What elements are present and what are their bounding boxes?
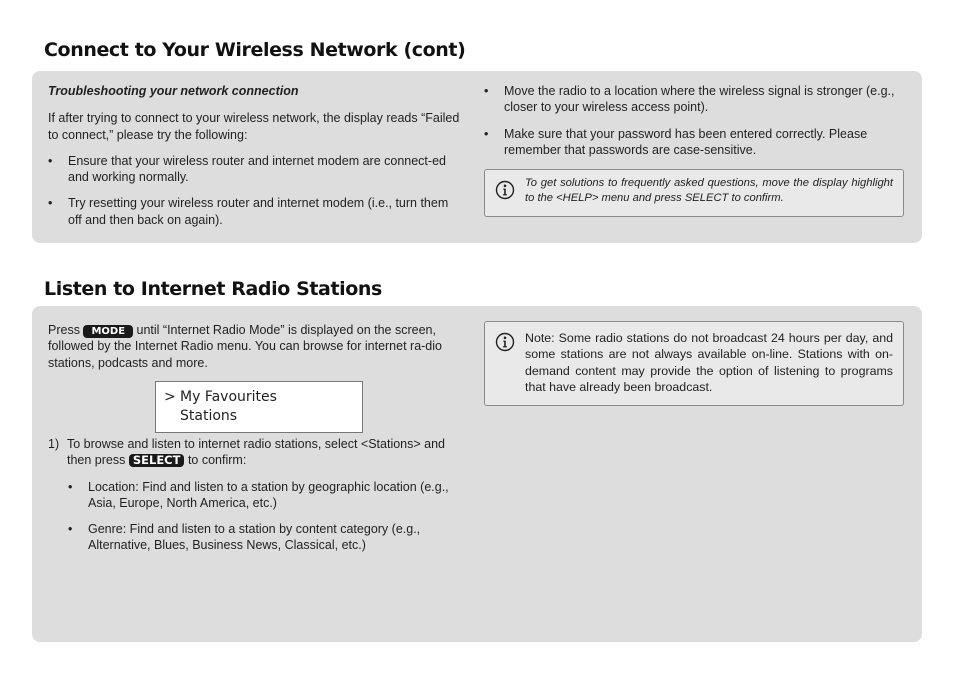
bullet-glyph: • [484, 84, 489, 98]
troubleshooting-subtitle: Troubleshooting your network connection [48, 84, 299, 98]
select-button-icon: SELECT [129, 454, 185, 467]
troubleshooting-intro: If after trying to connect to your wireless network, the display reads “Failed to connect,” please try the following: [48, 111, 460, 142]
troubleshooting-panel [32, 71, 922, 243]
info-icon [495, 332, 515, 352]
display-cursor: > [164, 389, 176, 405]
list-item [48, 195, 464, 228]
step-text: To browse and listen to internet radio stations, select <Stations> and then press [67, 437, 446, 468]
list-item [484, 83, 902, 116]
mode-button-icon: MODE [83, 325, 133, 338]
intro-press-text: Press [48, 323, 80, 337]
info-icon [495, 180, 515, 200]
display-menu-item-stations: Stations [180, 408, 238, 424]
list-item [484, 126, 902, 159]
note-box [484, 321, 904, 406]
bullet-text: Genre: Find and listen to a station by content category (e.g., Alternative, Blues, Business News, Classical, etc.) [88, 522, 421, 553]
bullet-text: Ensure that your wireless router and internet modem are connect-ed and working normally. [68, 153, 446, 185]
step-number: 1) [48, 437, 60, 451]
tip-box [484, 169, 904, 217]
intro-rest-text: until “Internet Radio Mode” is displayed on the screen, followed by the Internet Radio menu. You can browse for internet ra-dio stations, podcasts and more. [48, 323, 442, 370]
list-item [68, 521, 466, 554]
section-title-internet-radio: Listen to Internet Radio Stations [44, 278, 382, 300]
bullet-text: Move the radio to a location where the wireless signal is stronger (e.g., closer to your wireless access point). [504, 84, 895, 115]
troubleshooting-left-column [48, 83, 464, 228]
internet-radio-steps [48, 436, 466, 554]
troubleshooting-right-column [484, 83, 902, 158]
list-item [68, 479, 466, 512]
bullet-glyph: • [484, 126, 489, 141]
bullet-glyph: • [48, 196, 53, 211]
section-title-wireless: Connect to Your Wireless Network (cont) [44, 39, 466, 61]
bullet-text: Make sure that your password has been entered correctly. Please remember that passwords are case-sensitive. [504, 126, 868, 157]
internet-radio-left-column [48, 322, 464, 371]
display-line-1 [164, 389, 277, 405]
step-1-sublist [48, 479, 466, 554]
bullet-text: Try resetting your wireless router and internet modem (i.e., turn them off and then back on again). [68, 196, 449, 227]
bullet-glyph: • [48, 153, 53, 168]
radio-display [155, 381, 363, 433]
step-1 [48, 436, 466, 469]
display-menu-item-my-favourites: My Favourites [180, 389, 277, 405]
list-item [48, 153, 464, 186]
step-text-end: to confirm: [184, 453, 247, 468]
tip-text: To get solutions to frequently asked questions, move the display highlight to the <HELP> menu and press SELECT to confirm. [525, 177, 893, 204]
bullet-glyph: • [68, 479, 73, 494]
bullet-text: Location: Find and listen to a station by geographic location (e.g., Asia, Europe, North America, etc.) [88, 479, 449, 510]
internet-radio-intro [48, 322, 464, 371]
bullet-glyph: • [68, 522, 73, 537]
note-text: Note: Some radio stations do not broadcast 24 hours per day, and some stations are not always available on-line. Stations with on-demand content may provide the option of listening to programs that have already been broadcast. [525, 331, 893, 394]
